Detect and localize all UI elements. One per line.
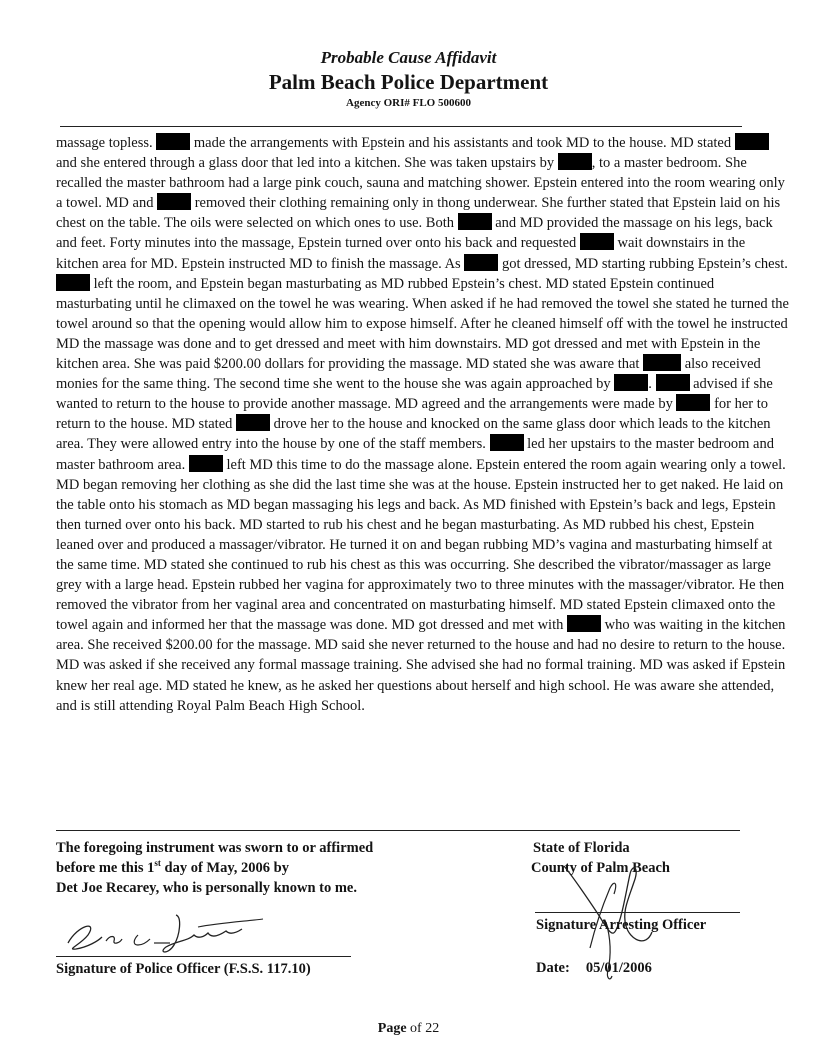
page-label: Page bbox=[377, 1021, 407, 1036]
header-rule bbox=[60, 126, 742, 127]
sworn-line bbox=[56, 858, 456, 878]
signature-section-rule bbox=[56, 830, 740, 831]
police-signature-label: Signature of Police Officer (F.S.S. 117.10) bbox=[56, 961, 311, 977]
arresting-signature-line bbox=[535, 912, 740, 913]
body-text-segment: for her to return to the house. MD stated bbox=[56, 396, 769, 433]
redaction-box bbox=[614, 374, 648, 391]
body-text-segment: got dressed, MD starting rubbing Epstein’s chest. bbox=[501, 255, 788, 272]
police-officer-signature-icon bbox=[58, 905, 288, 960]
body-text-segment: left the room, and Epstein began masturbating as MD rubbed Epstein’s chest. MD stated Epstein continued masturbating until he climaxed on the towel he was wearing. When asked if he had removed the towel she stated he turned the towel around so that the opening would allow him to expose himself. After he cleaned himself off with the towel he instructed MD the massage was done and to get dressed and meet with him downstairs. MD got dressed and met with Epstein in the kitchen area. She was paid $200.00 dollars for providing the massage. MD stated she was aware that bbox=[56, 275, 789, 373]
body-text-segment: drove her to the house and knocked on the same glass door which leads to the kitchen area. They were allowed entry into the house by one of the staff members. bbox=[56, 416, 771, 453]
body-text-segment: , to a master bedroom. She recalled the master bathroom had a large pink couch, sauna and matching shower. Epstein entered into the room wearing only a towel. MD and bbox=[56, 155, 785, 212]
redaction-box bbox=[580, 233, 614, 250]
body-text-segment: and she entered through a glass door that led into a kitchen. She was taken upstairs by bbox=[56, 155, 555, 172]
page-of-total: of 22 bbox=[410, 1021, 440, 1036]
redaction-box bbox=[735, 133, 769, 150]
document-header bbox=[0, 48, 817, 110]
sworn-line: The foregoing instrument was sworn to or affirmed bbox=[56, 840, 374, 856]
body-text-segment: also received monies for the same thing. The second time she went to the house she was again approached by bbox=[56, 356, 761, 393]
ordinal-suffix: st bbox=[154, 858, 161, 869]
sworn-line: Det Joe Recarey, who is personally known to me. bbox=[56, 880, 357, 896]
body-text-segment: led her upstairs to the master bedroom and master bathroom area. bbox=[56, 436, 774, 473]
redaction-box bbox=[643, 354, 681, 371]
body-text-segment: made the arrangements with Epstein and his assistants and took MD to the house. MD stated bbox=[193, 135, 732, 151]
agency-ori: Agency ORI# FLO 500600 bbox=[346, 97, 471, 109]
redaction-box bbox=[464, 254, 498, 271]
body-text-segment: and MD provided the massage on his legs, back and feet. Forty minutes into the massage, Epstein turned over onto his back and requested bbox=[56, 215, 773, 252]
body-text-segment: left MD this time to do the massage alone. Epstein entered the room again wearing only a towel. MD began removing her clothing as she did the last time she was at the house. Epstein instructed her to get naked. He laid on the table onto his stomach as MD began massaging his legs and back. As MD finished with Epstein’s back and legs, Epstein then turned over onto his back. MD started to rub his chest and he began masturbating. As MD rubbed his chest, Epstein leaned over and produced a massager/vibrator. He turned it on and began rubbing MD’s vagina and masturbating himself at the same time. MD stated she continued to rub his chest as this was occurring. She described the vibrator/massager as large grey with a large head. Epstein rubbed her vagina for approximately two to three minutes with the massager/vibrator. He then removed the vibrator from her vaginal area and concentrated on masturbating himself. MD stated Epstein climaxed onto the towel again and informed her that the massage was done. MD got dressed and met with bbox=[56, 456, 786, 634]
redaction-box bbox=[676, 394, 710, 411]
sworn-date-text: day of May, 2006 by bbox=[160, 860, 289, 876]
body-text-segment: . bbox=[648, 376, 652, 393]
sworn-statement bbox=[56, 838, 456, 898]
redaction-box bbox=[490, 434, 524, 451]
date-field bbox=[536, 960, 652, 977]
redaction-box bbox=[189, 455, 223, 472]
document-type: Probable Cause Affidavit bbox=[320, 48, 497, 67]
page-number bbox=[0, 1021, 817, 1037]
redaction-box bbox=[458, 213, 492, 230]
state-label: State of Florida bbox=[533, 840, 630, 856]
redaction-box bbox=[558, 153, 592, 170]
redaction-box bbox=[156, 133, 190, 150]
body-text-segment: removed their clothing remaining only in thong underwear. She further stated that Epstein laid on his chest on the table. The oils were selected on which ones to use. Both bbox=[56, 195, 781, 232]
date-label: Date: bbox=[536, 960, 570, 976]
department-name: Palm Beach Police Department bbox=[268, 70, 549, 94]
arresting-signature-label: Signature Arresting Officer bbox=[536, 917, 707, 933]
redaction-box bbox=[157, 193, 191, 210]
county-label: County of Palm Beach bbox=[531, 860, 670, 876]
body-text-segment: massage topless. bbox=[56, 135, 153, 151]
redaction-box bbox=[56, 274, 90, 291]
redaction-box bbox=[567, 615, 601, 632]
sworn-date-text: before me this 1 bbox=[56, 860, 155, 876]
body-text-segment: who was waiting in the kitchen area. She received $200.00 for the massage. MD said she never returned to the house and had no desire to return to the house. MD was asked if she received any formal massage training. She advised she had no formal training. MD was asked if Epstein knew her real age. MD stated he knew, as he asked her questions about herself and high school. He was aware she attended, and is still attending Royal Palm Beach High School. bbox=[56, 617, 786, 714]
police-signature-line bbox=[56, 956, 351, 957]
body-text-segment: advised if she wanted to return to the house to provide another massage. MD agreed and the arrangements were made by bbox=[56, 376, 773, 413]
body-text-segment: wait downstairs in the kitchen area for MD. Epstein instructed MD to finish the massage. As bbox=[56, 235, 746, 272]
affidavit-body bbox=[56, 133, 791, 716]
date-value: 05/01/2006 bbox=[585, 960, 652, 976]
redaction-box bbox=[236, 414, 270, 431]
redaction-box bbox=[656, 374, 690, 391]
